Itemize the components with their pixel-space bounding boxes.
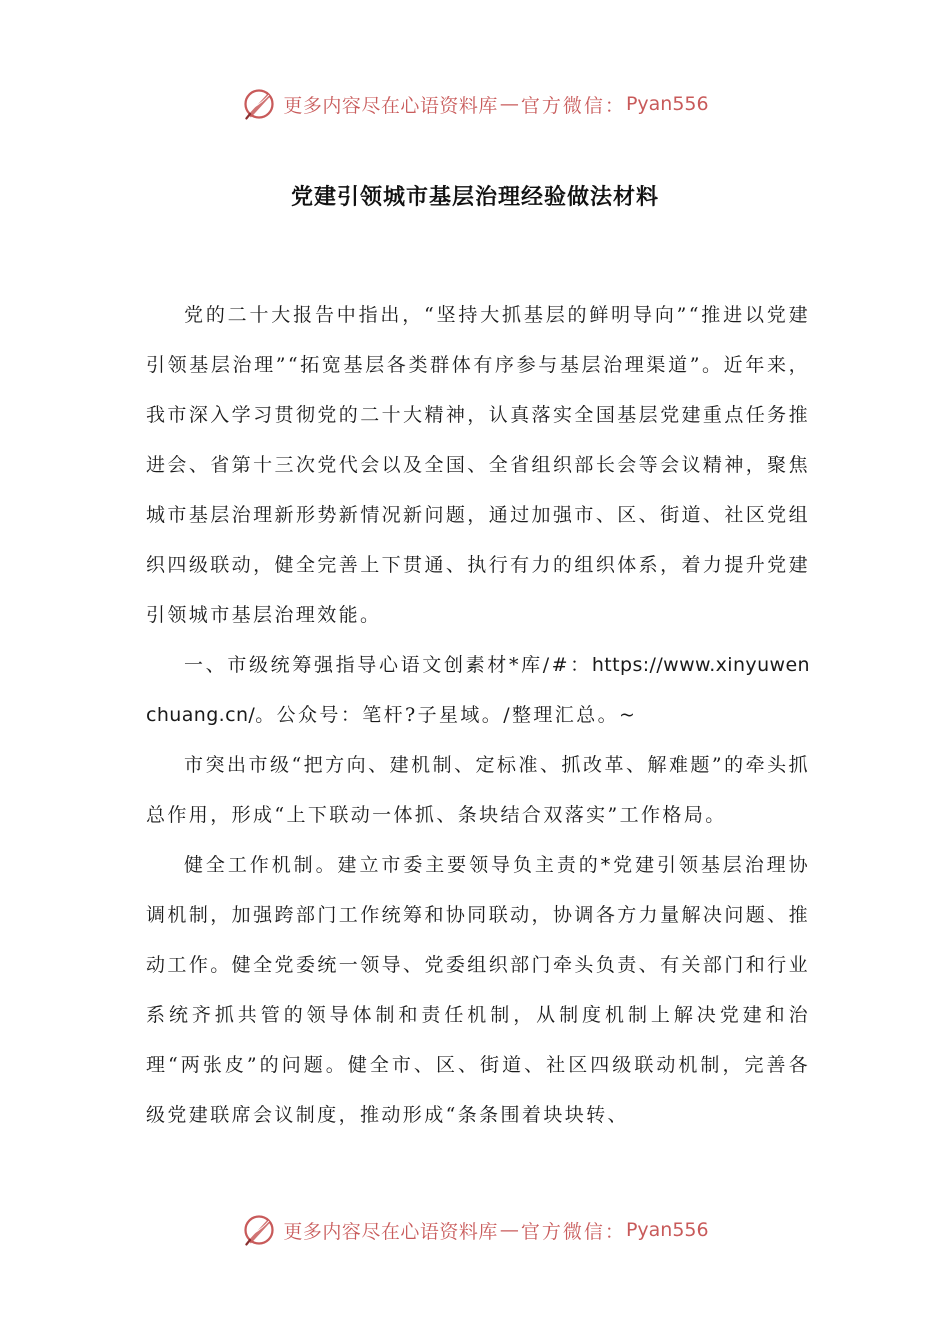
paragraph-city-role: 市突出市级“把方向、建机制、定标准、抓改革、解难题”的牵头抓总作用，形成“上下联动一体抓、条块结合双落实”工作格局。 [146, 754, 810, 826]
banner-wechat-label: 官方微信： [520, 1220, 626, 1243]
banner-slogan: 更多内容尽在心语资料库 [283, 94, 498, 117]
paragraph-section-heading [146, 640, 810, 740]
section-heading-text: 一、市级统筹强指导心语文创素材*库/#： [184, 654, 592, 676]
banner-separator: — [499, 93, 519, 115]
paragraph-work-mechanism: 健全工作机制。建立市委主要领导负主责的*党建引领基层治理协调机制，加强跨部门工作统筹和协同联动，协调各方力量解决问题、推动工作。健全党委统一领导、党委组织部门牵头负责、有关部门和行业系统齐抓共管的领导体制和责任机制，从制度机制上解决党建和治理“两张皮”的问题。健全市、区、街道、社区四级联动机制，完善各级党建联席会议制度，推动形成“条条围着块块转、 [146, 854, 810, 1126]
banner-slogan: 更多内容尽在心语资料库 [283, 1220, 498, 1243]
banner-wechat-label: 官方微信： [520, 94, 626, 117]
document-body [146, 290, 810, 1140]
banner-wechat-id: Pyan556 [625, 1219, 709, 1241]
quill-pen-logo-icon [241, 1212, 277, 1248]
header-banner [0, 84, 950, 124]
quill-pen-logo-icon [241, 86, 277, 122]
document-title: 党建引领城市基层治理经验做法材料 [290, 185, 659, 210]
footer-banner [0, 1210, 950, 1250]
paragraph-intro: 党的二十大报告中指出，“坚持大抓基层的鲜明导向”“推进以党建引领基层治理”“拓宽基层各类群体有序参与基层治理渠道”。近年来，我市深入学习贯彻党的二十大精神，认真落实全国基层党建重点任务推进会、省第十三次党代会以及全国、全省组织部长会等会议精神，聚焦城市基层治理新形势新情况新问题，通过加强市、区、街道、社区党组织四级联动，健全完善上下贯通、执行有力的组织体系，着力提升党建引领城市基层治理效能。 [146, 304, 810, 626]
banner-wechat-id: Pyan556 [625, 93, 709, 115]
watermark-url: https://www.xinyuwenchuang.cn/ [146, 654, 810, 726]
banner-separator: — [499, 1219, 519, 1241]
section-heading-tail: 。公众号：笔杆?子星域。/整理汇总。~ [255, 704, 638, 726]
